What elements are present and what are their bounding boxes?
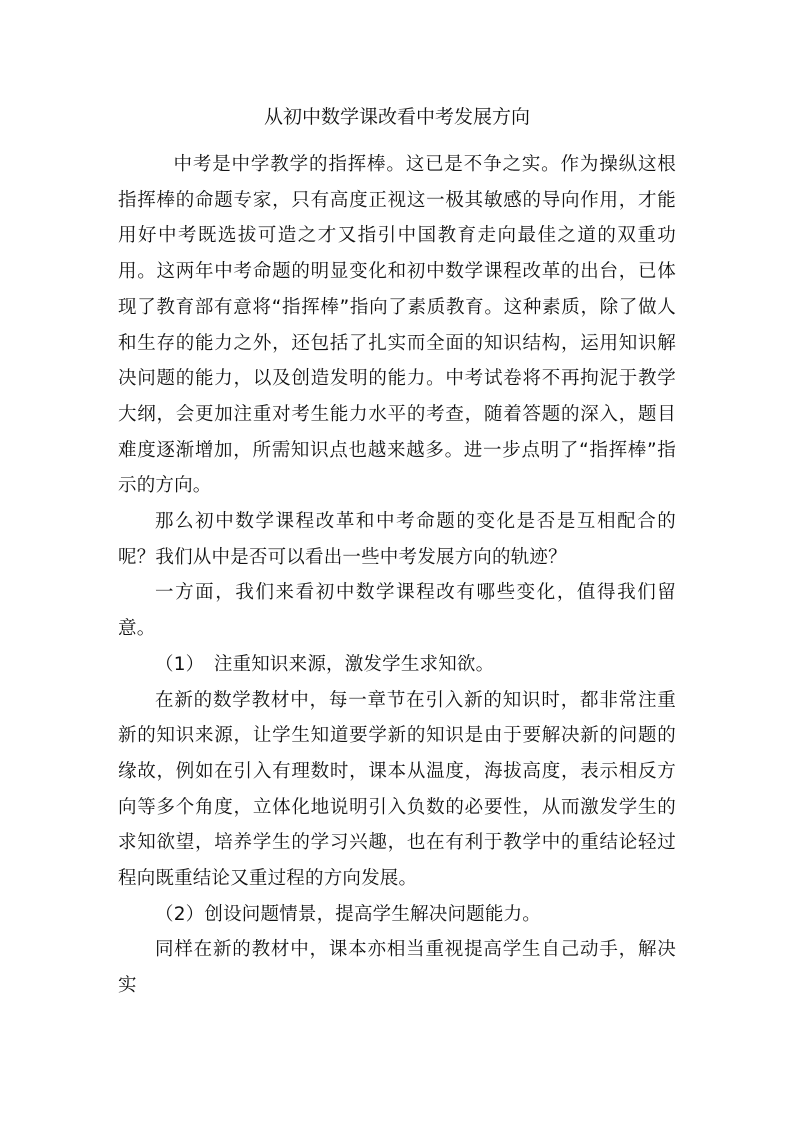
list-item-heading-1: （1） 注重知识来源，激发学生求知欲。 <box>155 653 495 675</box>
document-title: 从初中数学课改看中考发展方向 <box>263 106 530 128</box>
list-item-heading-2: （2）创设问题情景，提高学生解决问题能力。 <box>155 903 541 925</box>
document-body <box>118 147 676 1004</box>
paragraph-intro: 中考是中学教学的指挥棒。这已是不争之实。作为操纵这根指挥棒的命题专家，只有高度正视这一极其敏感的导向作用，才能用好中考既选拔可造之才又指引中国教育走向最佳之道的双重功用。这两年中考命题的明显变化和初中数学课程改革的出台，已体现了教育部有意将“指挥棒”指向了素质教育。这种素质，除了做人和生存的能力之外，还包括了扎实而全面的知识结构，运用知识解决问题的能力，以及创造发明的能力。中考试卷将不再拘泥于教学大纲，会更加注重对考生能力水平的考查，随着答题的深入，题目难度逐渐增加，所需知识点也越来越多。进一步点明了“指挥棒”指示的方向。 <box>118 154 676 497</box>
paragraph-problem-solving: 同样在新的教材中，课本亦相当重视提高学生自己动手，解决实 <box>118 939 676 997</box>
paragraph-aspect: 一方面，我们来看初中数学课程改有哪些变化，值得我们留意。 <box>118 582 676 640</box>
paragraph-question: 那么初中数学课程改革和中考命题的变化是否是互相配合的呢？我们从中是否可以看出一些中考发展方向的轨迹？ <box>118 511 676 568</box>
paragraph-knowledge-source: 在新的数学教材中，每一章节在引入新的知识时，都非常注重新的知识来源，让学生知道要学新的知识是由于要解决新的问题的缘故，例如在引入有理数时，课本从温度，海拔高度，表示相反方向等多个角度，立体化地说明引入负数的必要性，从而激发学生的求知欲望，培养学生的学习兴趣，也在有利于教学中的重结论轻过程向既重结论又重过程的方向发展。 <box>118 689 676 890</box>
